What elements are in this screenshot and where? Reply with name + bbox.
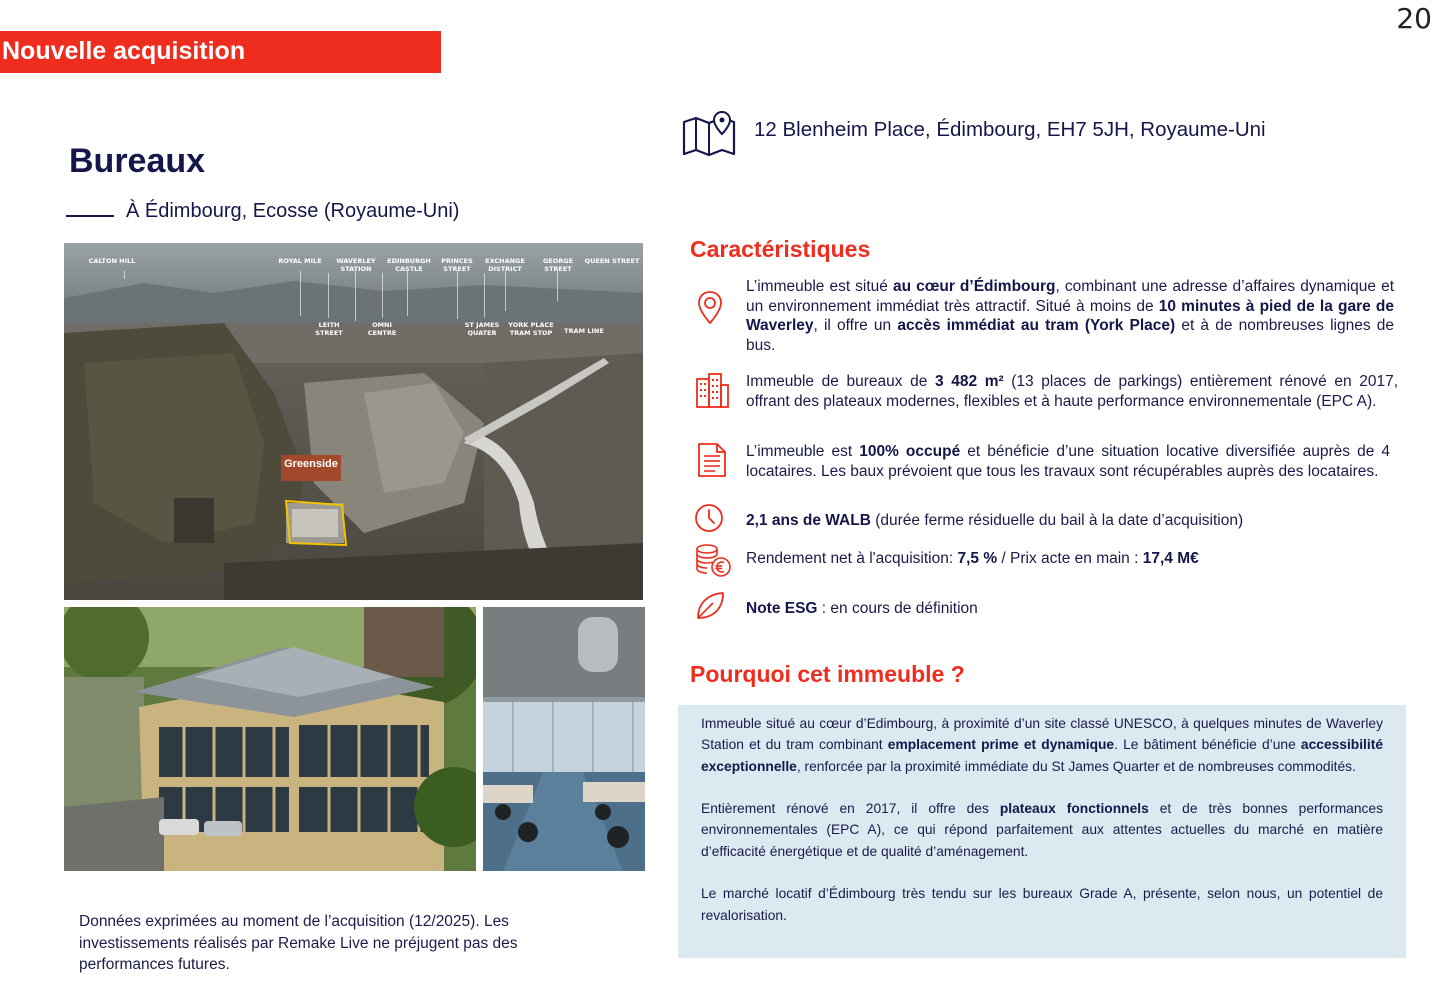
location-pin-icon — [693, 289, 731, 327]
pourquoi-paragraph-market: Le marché locatif d’Édimbourg très tendu sur les bureaux Grade A, présente, selon nous, un potentiel de revalorisation. — [701, 886, 1383, 923]
map-label-st-james-quater: ST JAMES QUATER — [464, 321, 500, 337]
caracteristiques-heading: Caractéristiques — [690, 236, 871, 262]
map-pin-icon — [682, 110, 736, 156]
map-label-waverley-station: WAVERLEY STATION — [336, 257, 376, 273]
map-label-leith-street: LEITH STREET — [315, 321, 343, 337]
coins-euro-icon — [693, 541, 731, 579]
map-label-omni-centre: OMNI CENTRE — [367, 321, 397, 337]
page-subtitle: À Édimbourg, Ecosse (Royaume-Uni) — [126, 200, 460, 222]
feature-occupancy: L’immeuble est 100% occupé et bénéficie d’une situation locative diversifiée auprès de 4 locataires. Les baux prévoient que tous les travaux sont récupérables auprès des locataires. — [746, 443, 1390, 480]
pourquoi-box — [678, 705, 1406, 958]
map-label-george-street: GEORGE STREET — [542, 257, 574, 273]
office-building-icon — [693, 371, 731, 409]
document-icon — [693, 441, 731, 479]
leaf-icon — [693, 589, 727, 623]
building-exterior-photo — [64, 607, 476, 871]
map-label-royal-mile: ROYAL MILE — [278, 257, 322, 265]
map-label-tram-line: TRAM LINE — [564, 327, 604, 335]
feature-walb: 2,1 ans de WALB (durée ferme résiduelle du bail à la date d’acquisition) — [746, 512, 1244, 529]
feature-yield-price: Rendement net à l'acquisition: 7,5 % / Prix acte en main : 17,4 M€ — [746, 550, 1199, 567]
subtitle-divider — [66, 215, 114, 217]
map-label-york-place-tram-stop: YORK PLACE TRAM STOP — [508, 321, 554, 337]
page-title: Bureaux — [69, 142, 206, 180]
feature-office-size: Immeuble de bureaux de 3 482 m² (13 places de parkings) entièrement rénové en 2017, offrant des plateaux modernes, flexibles et à haute performance environnementale (EPC A). — [746, 373, 1399, 410]
pourquoi-heading: Pourquoi cet immeuble ? — [690, 661, 965, 687]
pourquoi-paragraph-location: Immeuble situé au cœur d’Edimbourg, à proximité d’un site classé UNESCO, à quelques minutes de Waverley Station et du tram combinant emplacement prime et dynamique. Le bâtiment bénéficie d’une accessibilité exceptionnelle, renforcée par la proximité immédiate du St James Quarter et de nombreuses commodités. — [701, 716, 1383, 774]
greenside-marker: Greenside — [281, 455, 341, 481]
feature-location: L’immeuble est situé au cœur d’Édimbourg, combinant une adresse d’affaires dynamique et un environnement immédiat très attractif. Situé à moins de 10 minutes à pied de la gare de Waverley, il offre un accès immédiat au tram (York Place) et à de nombreuses lignes de bus. — [746, 278, 1395, 354]
office-interior-photo — [483, 607, 645, 871]
map-label-edinburgh-castle: EDINBURGH CASTLE — [387, 257, 431, 273]
map-label-calton-hill: CALTON HILL — [88, 257, 136, 265]
map-label-exchange-district: EXCHANGE DISTRICT — [485, 257, 525, 273]
property-address: 12 Blenheim Place, Édimbourg, EH7 5JH, Royaume-Uni — [754, 118, 1266, 141]
disclaimer-text: Données exprimées au moment de l’acquisition (12/2025). Les investissements réalisés par Remake Live ne préjugent pas des performances futures. — [79, 913, 518, 973]
clock-icon — [693, 502, 725, 534]
map-label-princes-street: PRINCES STREET — [441, 257, 473, 273]
feature-esg: Note ESG : en cours de définition — [746, 600, 978, 617]
map-label-queen-street: QUEEN STREET — [584, 257, 640, 265]
section-banner: Nouvelle acquisition — [0, 31, 441, 73]
pourquoi-paragraph-renovation: Entièrement rénové en 2017, il offre des plateaux fonctionnels et de très bonnes performances environnementales (EPC A), ce qui répond parfaitement aux attentes actuelles du marché en matière d’efficacité énergétique et de qualité d’aménagement. — [701, 801, 1383, 859]
aerial-city-photo — [64, 243, 643, 600]
page-number: 20 — [1396, 2, 1432, 35]
